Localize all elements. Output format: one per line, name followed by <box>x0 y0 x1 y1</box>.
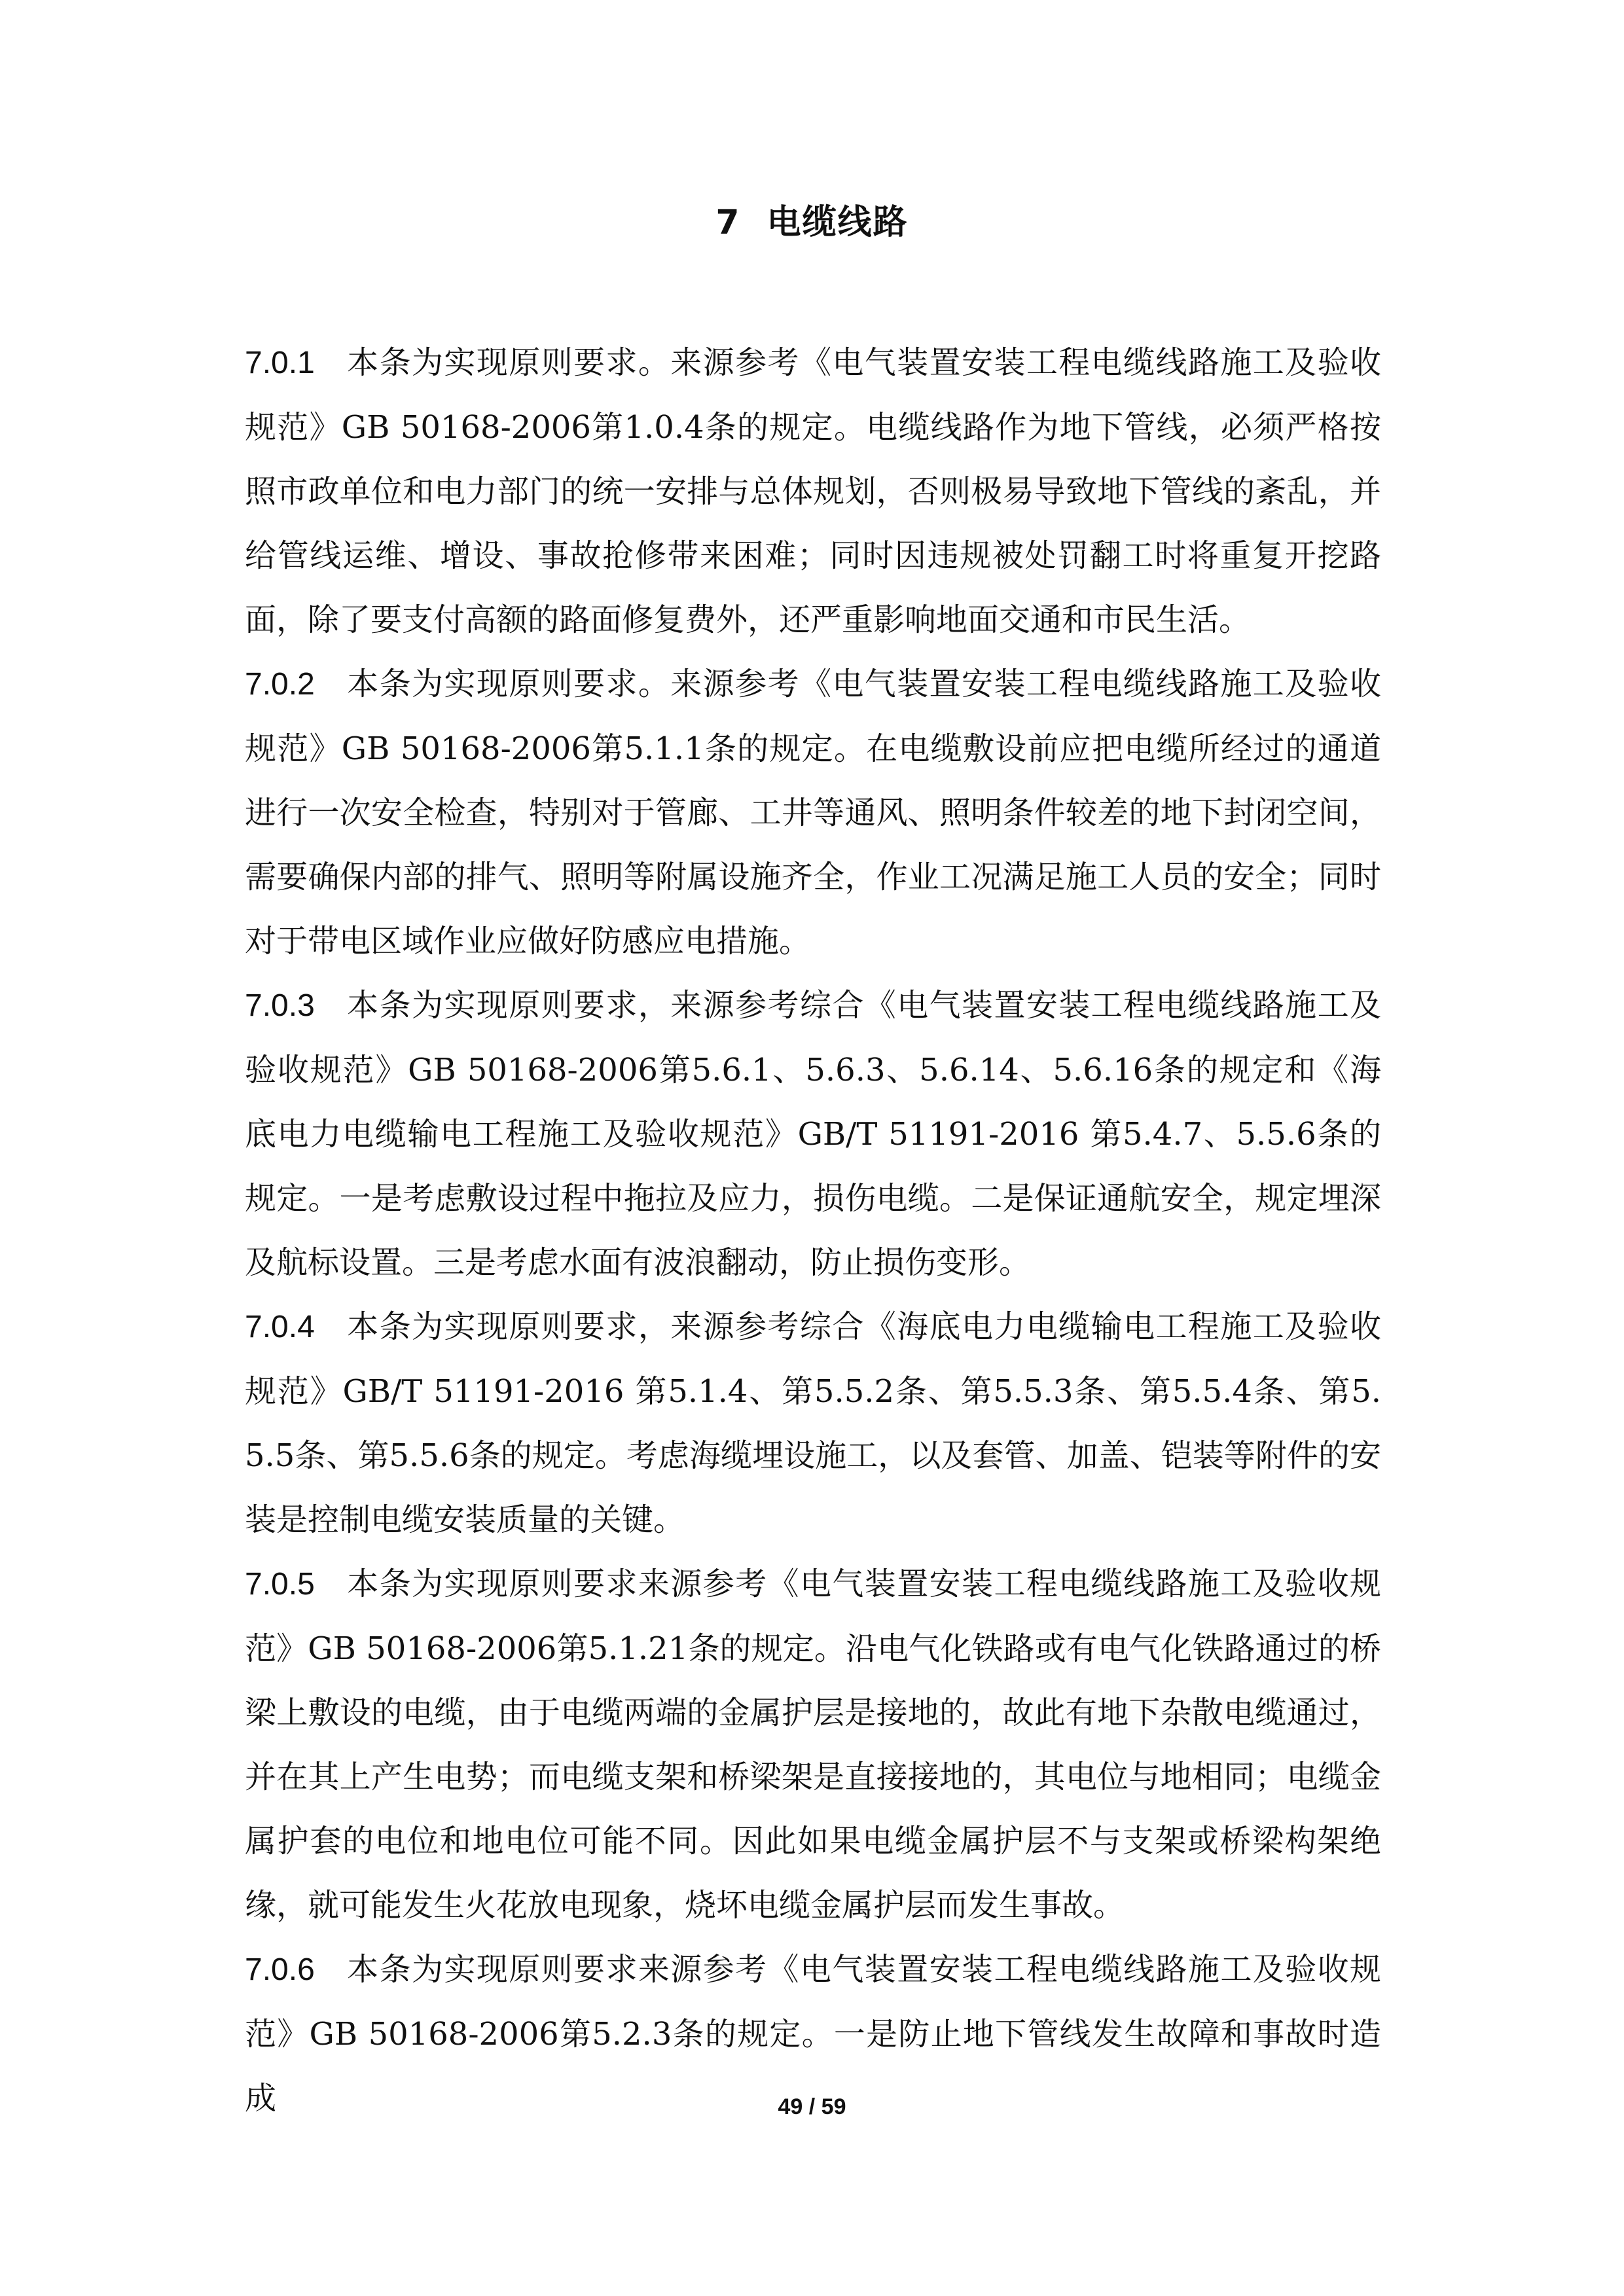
clause-7-0-1 <box>245 331 1381 652</box>
clause-number: 7.0.4 <box>245 1310 315 1344</box>
page-number: 49 / 59 <box>778 2094 846 2119</box>
clause-7-0-3 <box>245 973 1381 1295</box>
clause-text: 本条为实现原则要求，来源参考综合《海底电力电缆输电工程施工及验收规范》GB/T 51191-2016 第5.1.4、第5.5.2条、第5.5.3条、第5.5.4条、第5.5.5条、第5.5.6条的规定。考虑海缆埋设施工，以及套管、加盖、铠装等附件的安装是控制电缆安装质量的关键。 <box>245 1308 1381 1538</box>
clause-list <box>245 331 1381 2130</box>
clause-number: 7.0.6 <box>245 1952 315 1987</box>
clause-number: 7.0.3 <box>245 988 315 1023</box>
clause-text: 本条为实现原则要求，来源参考综合《电气装置安装工程电缆线路施工及验收规范》GB 50168-2006第5.6.1、5.6.3、5.6.14、5.6.16条的规定和《海底电力电缆输电工程施工及验收规范》GB/T 51191-2016 第5.4.7、5.5.6条的规定。一是考虑敷设过程中拖拉及应力，损伤电缆。二是保证通航安全，规定埋深及航标设置。三是考虑水面有波浪翻动，防止损伤变形。 <box>245 987 1381 1281</box>
clause-7-0-2 <box>245 652 1381 973</box>
chapter-title <box>0 196 1624 249</box>
clause-number: 7.0.2 <box>245 667 315 702</box>
clause-number: 7.0.5 <box>245 1567 315 1602</box>
clause-text: 本条为实现原则要求来源参考《电气装置安装工程电缆线路施工及验收规范》GB 50168-2006第5.1.21条的规定。沿电气化铁路或有电气化铁路通过的桥梁上敷设的电缆，由于电缆两端的金属护层是接地的，故此有地下杂散电缆通过，并在其上产生电势；而电缆支架和桥梁架是直接接地的，其电位与地相同；电缆金属护套的电位和地电位可能不同。因此如果电缆金属护层不与支架或桥梁构架绝缘，就可能发生火花放电现象，烧坏电缆金属护层而发生事故。 <box>245 1566 1381 1924</box>
clause-text: 本条为实现原则要求。来源参考《电气装置安装工程电缆线路施工及验收规范》GB 50168-2006第5.1.1条的规定。在电缆敷设前应把电缆所经过的通道进行一次安全检查，特别对于管廊、工井等通风、照明条件较差的地下封闭空间，需要确保内部的排气、照明等附属设施齐全，作业工况满足施工人员的安全；同时对于带电区域作业应做好防感应电措施。 <box>245 666 1381 960</box>
chapter-title-text: 电缆线路 <box>767 203 909 242</box>
clause-number: 7.0.1 <box>245 346 315 380</box>
chapter-number: 7 <box>715 203 741 242</box>
clause-text: 本条为实现原则要求。来源参考《电气装置安装工程电缆线路施工及验收规范》GB 50168-2006第1.0.4条的规定。电缆线路作为地下管线，必须严格按照市政单位和电力部门的统一安排与总体规划，否则极易导致地下管线的紊乱，并给管线运维、增设、事故抢修带来困难；同时因违规被处罚翻工时将重复开挖路面，除了要支付高额的路面修复费外，还严重影响地面交通和市民生活。 <box>245 344 1381 638</box>
clause-7-0-5 <box>245 1552 1381 1937</box>
clause-text: 本条为实现原则要求来源参考《电气装置安装工程电缆线路施工及验收规范》GB 50168-2006第5.2.3条的规定。一是防止地下管线发生故障和事故时造成 <box>245 1951 1381 2117</box>
clause-7-0-4 <box>245 1295 1381 1552</box>
